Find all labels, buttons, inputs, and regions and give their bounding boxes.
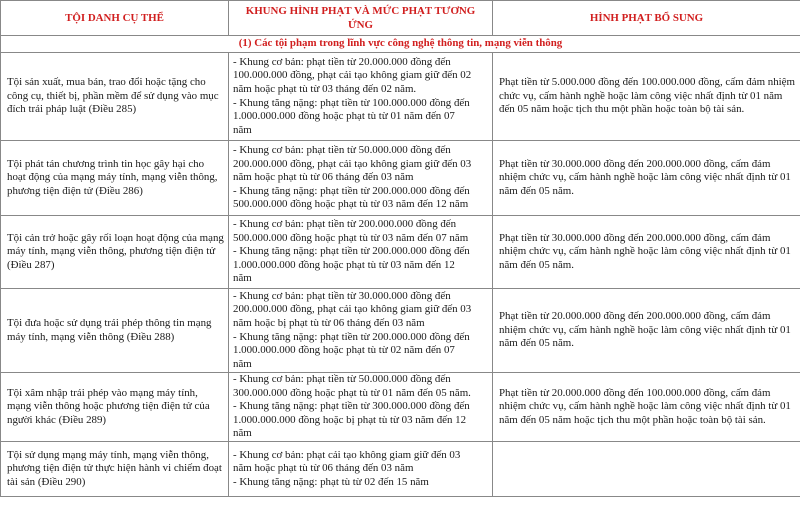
penalty-line: năm hoặc phạt tù từ 06 tháng đến 03 năm	[233, 171, 414, 184]
penalty-line: 100.000.000 đồng, phạt cải tạo không giam giữ đến 02	[233, 69, 472, 82]
penalty-line: - Khung tăng nặng: phạt tù từ 02 đến 15 năm	[233, 475, 429, 488]
supplementary-cell: Phạt tiền từ 20.000.000 đồng đến 100.000.000 đồng, cấm đảm nhiệm chức vụ, cấm hành nghề hoặc làm công việc nhất định từ 01 năm đến 05 năm hoặc tịch thu một phần hoặc toàn bộ tài sản.	[493, 373, 800, 442]
penalty-line: - Khung cơ bản: phạt tiền từ 200.000.000 đồng đến	[233, 218, 457, 231]
supplementary-cell: Phạt tiền từ 5.000.000 đồng đến 100.000.000 đồng, cấm đảm nhiệm chức vụ, cấm hành nghề hoặc làm công việc nhất định từ 01 năm đến 05 năm hoặc tịch thu một phần hoặc toàn bộ tài sản.	[493, 53, 800, 141]
penalty-line: - Khung cơ bản: phạt tiền từ 20.000.000 đồng đến	[233, 55, 451, 68]
penalty-line: năm hoặc phạt tù từ 06 tháng đến 03 năm	[233, 462, 414, 475]
penalty-line: - Khung cơ bản: phạt cải tạo không giam giữ đến 03	[233, 448, 461, 461]
offense-cell: Tội sản xuất, mua bán, trao đổi hoặc tặng cho công cụ, thiết bị, phần mềm để sử dụng vào mục đích trái pháp luật (Điều 285)	[1, 53, 229, 141]
penalty-line: 200.000.000 đồng, phạt cải tạo không giam giữ đến 03	[233, 157, 472, 170]
header-penalty-frame: KHUNG HÌNH PHẠT VÀ MỨC PHẠT TƯƠNG ỨNG	[229, 1, 493, 36]
penalty-cell	[229, 53, 493, 141]
penalty-cell	[229, 216, 493, 289]
penalty-line: năm	[233, 427, 252, 440]
penalty-line: 1.000.000.000 đồng hoặc phạt tù từ 03 năm đến 12	[233, 258, 455, 271]
supplementary-cell: Phạt tiền từ 30.000.000 đồng đến 200.000.000 đồng, cấm đảm nhiệm chức vụ, cấm hành nghề hoặc làm công việc nhất định từ 01 năm đến 05 năm.	[493, 141, 800, 216]
penalty-line: 200.000.000 đồng, phạt cải tạo không giam giữ đến 03	[233, 303, 472, 316]
penalty-cell	[229, 289, 493, 373]
penalty-line: - Khung tăng nặng: phạt tiền từ 100.000.000 đồng đến	[233, 96, 470, 109]
header-offense: TỘI DANH CỤ THỂ	[1, 1, 229, 36]
penalty-line: năm	[233, 357, 252, 370]
supplementary-cell: Phạt tiền từ 20.000.000 đồng đến 200.000.000 đồng, cấm đảm nhiệm chức vụ, cấm hành nghề hoặc làm công việc nhất định từ 01 năm đến 05 năm.	[493, 289, 800, 373]
supplementary-cell: Phạt tiền từ 30.000.000 đồng đến 200.000.000 đồng, cấm đảm nhiệm chức vụ, cấm hành nghề hoặc làm công việc nhất định từ 01 năm đến 05 năm.	[493, 216, 800, 289]
offense-cell: Tội đưa hoặc sử dụng trái phép thông tin mạng máy tính, mạng viễn thông (Điều 288)	[1, 289, 229, 373]
penalty-line: năm	[233, 123, 252, 136]
offense-cell: Tội sử dụng mạng máy tính, mạng viễn thông, phương tiện điện tử thực hiện hành vi chiếm đoạt tài sản (Điều 290)	[1, 442, 229, 497]
penalty-line: 500.000.000 đồng hoặc phạt tù từ 03 năm đến 07 năm	[233, 231, 469, 244]
penalty-line: - Khung cơ bản: phạt tiền từ 50.000.000 đồng đến	[233, 373, 451, 386]
penalty-line: - Khung tăng nặng: phạt tiền từ 200.000.000 đồng đến	[233, 184, 470, 197]
table-row	[1, 216, 800, 289]
supplementary-cell	[493, 442, 800, 497]
penalty-line: - Khung tăng nặng: phạt tiền từ 300.000.000 đồng đến	[233, 400, 470, 413]
offense-cell: Tội cản trở hoặc gây rối loạn hoạt động của mạng máy tính, mạng viễn thông, phương tiện điện tử (Điều 287)	[1, 216, 229, 289]
section-row	[1, 36, 800, 53]
penalty-line: 300.000.000 đồng hoặc phạt tù từ 01 năm đến 05 năm.	[233, 386, 471, 399]
offense-cell: Tội phát tán chương trình tin học gây hại cho hoạt động của mạng máy tính, mạng viễn thông, phương tiện điện tử (Điều 286)	[1, 141, 229, 216]
section-title: (1) Các tội phạm trong lĩnh vực công nghệ thông tin, mạng viễn thông	[1, 36, 800, 53]
penalty-cell	[229, 442, 493, 497]
penalty-line: 500.000.000 đồng hoặc phạt tù từ 03 năm đến 12 năm	[233, 198, 469, 211]
penalty-line: - Khung cơ bản: phạt tiền từ 50.000.000 đồng đến	[233, 144, 451, 157]
penalty-line: - Khung tăng nặng: phạt tiền từ 200.000.000 đồng đến	[233, 245, 470, 258]
penalty-cell	[229, 141, 493, 216]
penalty-line: 1.000.000.000 đồng hoặc bị phạt tù từ 03 năm đến 12	[233, 413, 467, 426]
offense-cell: Tội xâm nhập trái phép vào mạng máy tính, mạng viễn thông hoặc phương tiện điện tử của người khác (Điều 289)	[1, 373, 229, 442]
header-row	[1, 1, 800, 36]
penalty-line: 1.000.000.000 đồng hoặc phạt tù từ 02 năm đến 07	[233, 344, 455, 357]
penalty-line: - Khung cơ bản: phạt tiền từ 30.000.000 đồng đến	[233, 289, 451, 302]
penalty-line: - Khung tăng nặng: phạt tiền từ 200.000.000 đồng đến	[233, 330, 470, 343]
table-row	[1, 141, 800, 216]
table-row	[1, 289, 800, 373]
header-supplementary-penalty: HÌNH PHẠT BỔ SUNG	[493, 1, 800, 36]
penalty-line: năm hoặc bị phạt tù từ 06 tháng đến 03 năm	[233, 316, 425, 329]
table-row	[1, 442, 800, 497]
table-row	[1, 53, 800, 141]
penalty-line: năm	[233, 272, 252, 285]
table-row	[1, 373, 800, 442]
penalty-line: 1.000.000.000 đồng hoặc phạt tù từ 01 năm đến 07	[233, 110, 455, 123]
penalty-cell	[229, 373, 493, 442]
penalty-line: năm hoặc phạt tù từ 03 tháng đến 02 năm.	[233, 82, 417, 95]
